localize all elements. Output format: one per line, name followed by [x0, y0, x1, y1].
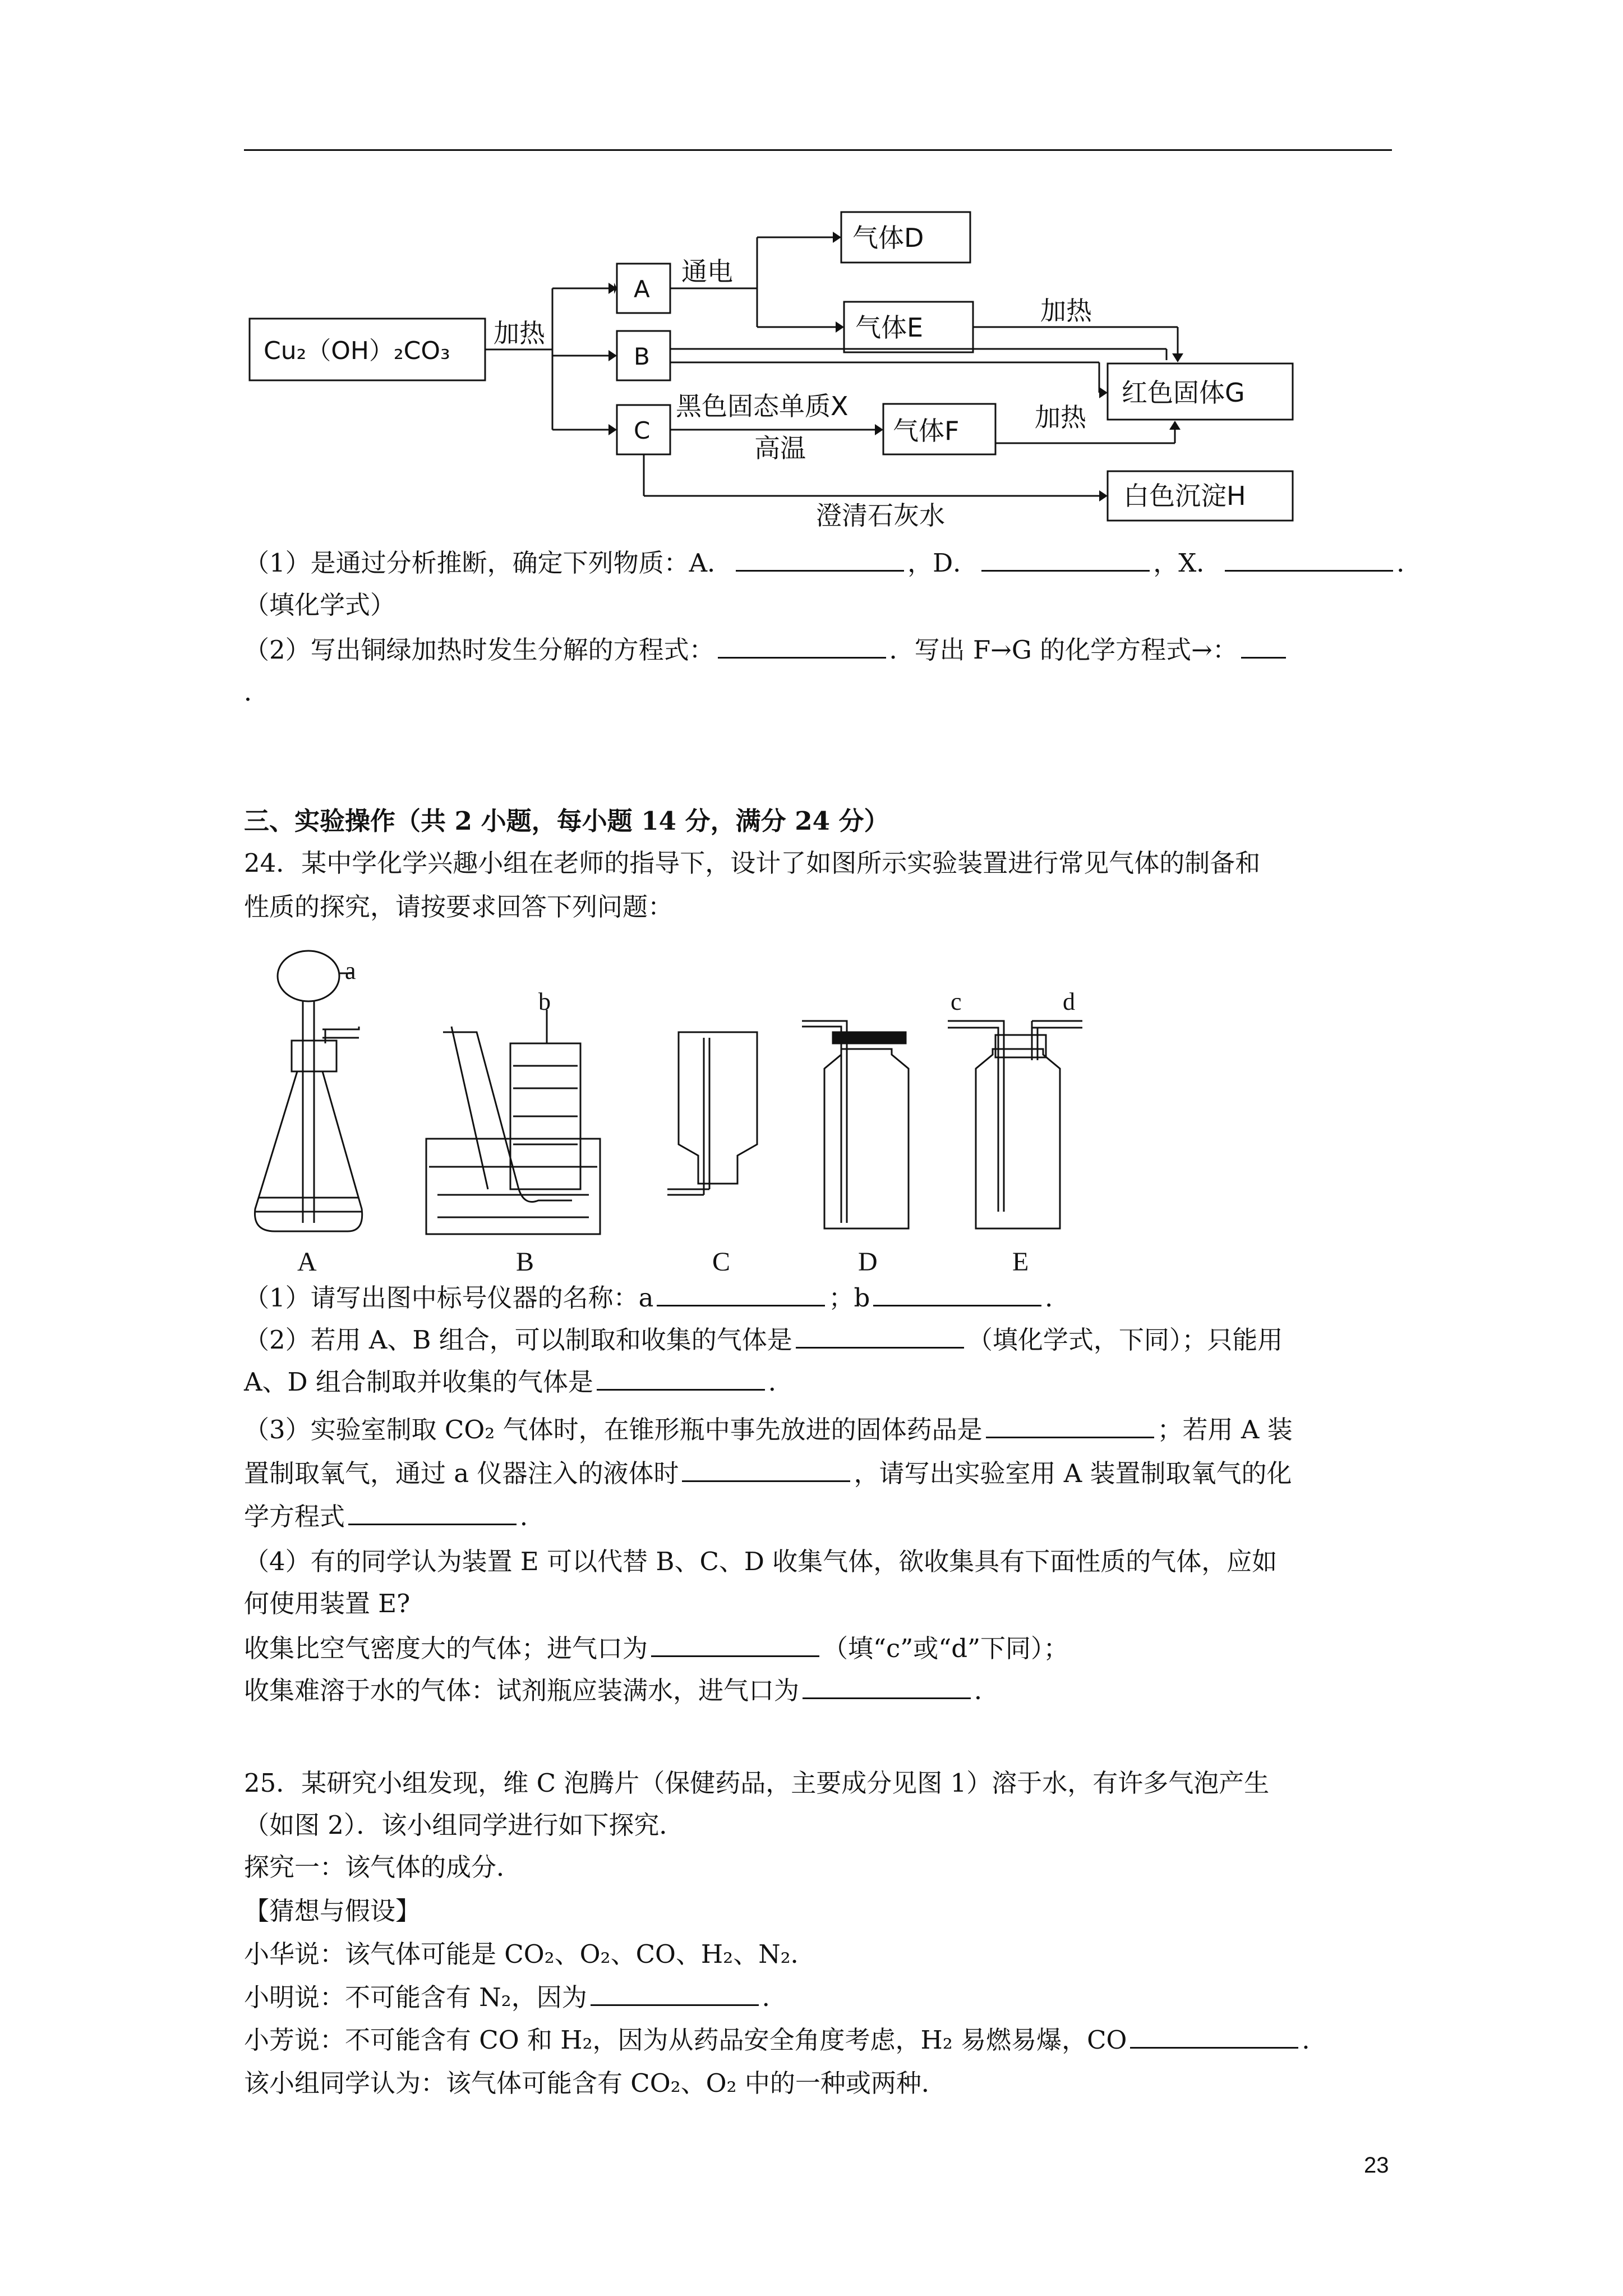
answer-blank-liquid[interactable]: [682, 1458, 850, 1482]
label-c: C: [634, 417, 651, 444]
label-b-cylinder: b: [538, 988, 551, 1015]
q25-line-1: 25．某研究小组发现，维 C 泡腾片（保健药品，主要成分见图 1）溶于水，有许多气泡产生: [244, 1768, 1270, 1798]
q25-line-8: 该小组同学认为：该气体可能含有 CO₂、O₂ 中的一种或两种．: [244, 2068, 947, 2098]
apparatus-e-label: E: [1012, 1247, 1029, 1277]
high-temp-label: 高温: [754, 433, 806, 463]
q25-line-4: 【猜想与假设】: [244, 1896, 421, 1926]
q24-part2: （2）若用 A、B 组合，可以制取和收集的气体是 （填化学式，下同）；只能用: [244, 1325, 1283, 1355]
apparatus-c-label: C: [712, 1247, 731, 1277]
answer-blank-co[interactable]: [1130, 2024, 1298, 2049]
q24-intro-2: 性质的探究，请按要求回答下列问题：: [244, 892, 674, 922]
page-number: 23: [1364, 2153, 1389, 2178]
q24-part1: （1）请写出图中标号仪器的名称：a ；b ．: [244, 1283, 1071, 1313]
q24-intro-1: 24．某中学化学兴趣小组在老师的指导下，设计了如图所示实验装置进行常见气体的制备和: [244, 848, 1261, 878]
label-d-outlet: d: [1063, 988, 1075, 1015]
q23-part1: （1）是通过分析推断，确定下列物质：A． ，D． ，X． ．: [244, 548, 1422, 578]
answer-blank-inlet-dense[interactable]: [651, 1633, 819, 1657]
q24-part3-end: 学方程式 ．: [244, 1502, 546, 1531]
q25-line-2: （如图 2）．该小组同学进行如下探究．: [244, 1810, 685, 1840]
label-b: B: [634, 343, 650, 370]
label-a-funnel: a: [345, 957, 356, 984]
q25-line-6: 小明说：不可能含有 N₂，因为 ．: [244, 1982, 787, 2012]
q25-line-3: 探究一：该气体的成分．: [244, 1852, 522, 1882]
gas-d-label: 气体D: [852, 223, 924, 253]
gas-f-label: 气体F: [893, 416, 960, 446]
red-g-label: 红色固体G: [1122, 378, 1245, 408]
q24-part4-water: 收集难溶于水的气体：试剂瓶应装满水，进气口为 ．: [244, 1676, 1000, 1705]
q25-line-5: 小华说：该气体可能是 CO₂、O₂、CO、H₂、N₂．: [244, 1939, 816, 1969]
q24-part3: （3）实验室制取 CO₂ 气体时，在锥形瓶中事先放进的固体药品是 ；若用 A 装: [244, 1415, 1293, 1444]
q25-line-7: 小芳说：不可能含有 CO 和 H₂，因为从药品安全角度考虑，H₂ 易燃易爆，CO ．: [244, 2025, 1327, 2055]
q23-part2-end: ．: [244, 677, 270, 707]
apparatus-d-label: D: [858, 1247, 878, 1277]
heat-f-label: 加热: [1035, 402, 1086, 432]
label-c-inlet: c: [951, 988, 962, 1015]
answer-blank-instrument-a[interactable]: [657, 1282, 825, 1306]
q24-part4-cont: 何使用装置 E?: [244, 1589, 411, 1618]
start-formula: Cu₂（OH）₂CO₃: [264, 337, 450, 365]
answer-blank-solid[interactable]: [986, 1414, 1154, 1438]
black-x-label: 黑色固态单质X: [676, 391, 849, 421]
answer-blank-equation[interactable]: [348, 1501, 517, 1525]
electrolysis-label: 通电: [681, 256, 733, 287]
q24-part4-dense: 收集比空气密度大的气体；进气口为 （填“c”或“d”下同）；: [244, 1634, 1069, 1663]
answer-blank-n2[interactable]: [591, 1982, 759, 2006]
heat-label: 加热: [494, 318, 545, 348]
limewater-label: 澄清石灰水: [816, 500, 945, 531]
q23-part1-note: （填化学式）: [244, 590, 396, 620]
apparatus-a-label: A: [297, 1247, 317, 1277]
heat-e-label: 加热: [1040, 296, 1092, 326]
answer-blank-instrument-b[interactable]: [873, 1282, 1041, 1306]
q23-part2: （2）写出铜绿加热时发生分解的方程式： ．写出 F→G 的化学方程式→：: [244, 628, 1289, 672]
apparatus-b-label: B: [516, 1247, 534, 1277]
white-h-label: 白色沉淀H: [1123, 481, 1246, 511]
gas-e-label: 气体E: [855, 312, 924, 343]
answer-blank-inlet-water[interactable]: [803, 1675, 971, 1699]
section-three-heading: 三、实验操作（共 2 小题，每小题 14 分，满分 24 分）: [244, 806, 889, 836]
q24-part3-cont: 置制取氧气，通过 a 仪器注入的液体时 ，请写出实验室用 A 装置制取氧气的化: [244, 1458, 1292, 1488]
q24-part4: （4）有的同学认为装置 E 可以代替 B、C、D 收集气体，欲收集具有下面性质的气体，应如: [244, 1547, 1278, 1576]
q24-part2-cont: A、D 组合制取并收集的气体是 ．: [244, 1367, 794, 1397]
separatory-funnel-bulb: [278, 951, 339, 1001]
answer-blank-gas-ab[interactable]: [796, 1324, 964, 1349]
label-a: A: [634, 275, 650, 303]
answer-blank-gas-ad[interactable]: [597, 1366, 765, 1391]
